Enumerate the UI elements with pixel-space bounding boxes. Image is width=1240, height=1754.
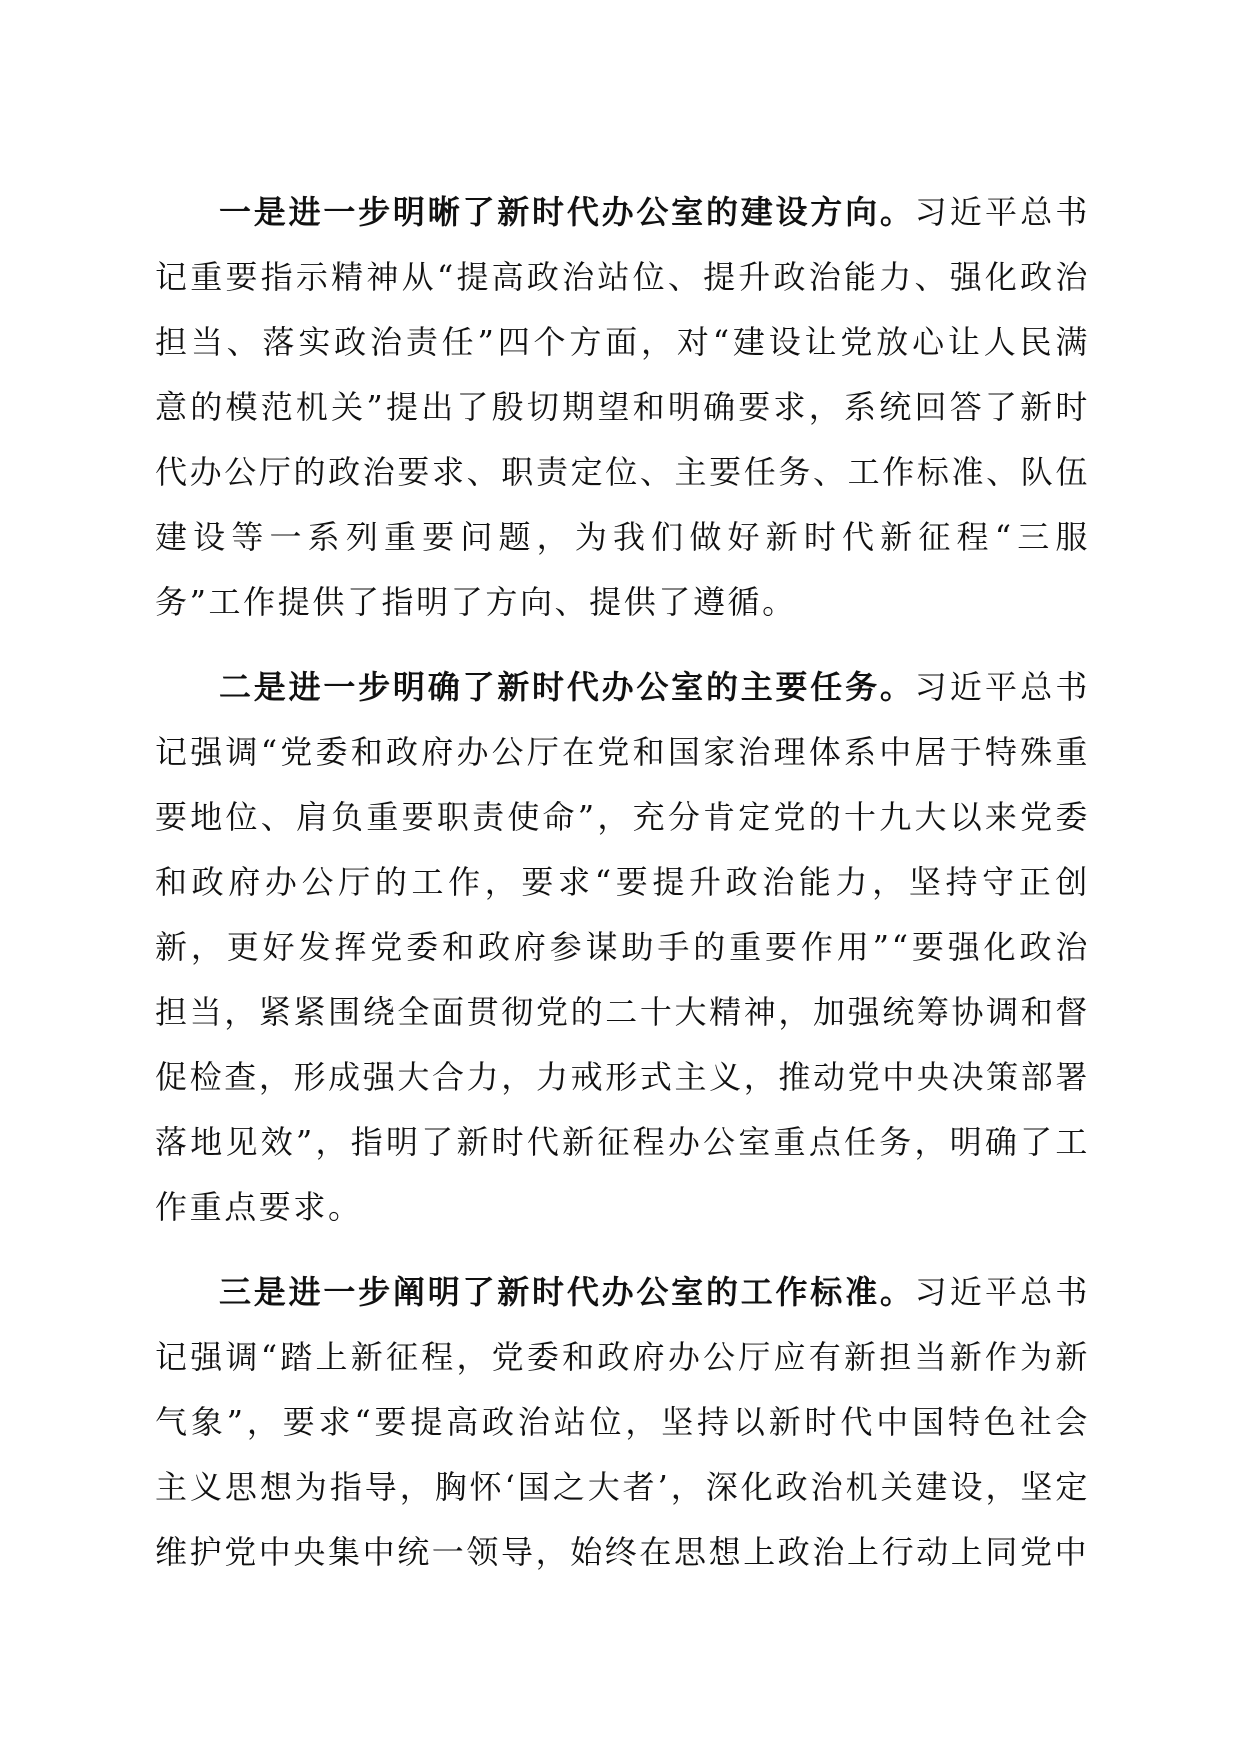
paragraph-1-body: 习近平总书记重要指示精神从“提高政治站位、提升政治能力、强化政治担当、落实政治责任”四个方面，对“建设让党放心让人民满意的模范机关”提出了殷切期望和明确要求，系统回答了新时代办公厅的政治要求、职责定位、主要任务、工作标准、队伍建设等一系列重要问题，为我们做好新时代新征程“三服务”工作提供了指明了方向、提供了遵循。 (155, 193, 1090, 621)
paragraph-3-lead: 三是进一步阐明了新时代办公室的工作标准。 (219, 1273, 915, 1311)
paragraph-1-lead: 一是进一步明晰了新时代办公室的建设方向。 (219, 193, 915, 231)
paragraph-2-body: 习近平总书记强调“党委和政府办公厅在党和国家治理体系中居于特殊重要地位、肩负重要职责使命”，充分肯定党的十九大以来党委和政府办公厅的工作，要求“要提升政治能力，坚持守正创新，更好发挥党委和政府参谋助手的重要作用”“要强化政治担当，紧紧围绕全面贯彻党的二十大精神，加强统筹协调和督促检查，形成强大合力，力戒形式主义，推动党中央决策部署落地见效”，指明了新时代新征程办公室重点任务，明确了工作重点要求。 (155, 668, 1090, 1226)
document-body (155, 180, 1090, 1605)
paragraph-2 (155, 655, 1090, 1240)
paragraph-3 (155, 1260, 1090, 1585)
paragraph-2-lead: 二是进一步明确了新时代办公室的主要任务。 (219, 668, 915, 706)
paragraph-3-body: 习近平总书记强调“踏上新征程，党委和政府办公厅应有新担当新作为新气象”，要求“要提高政治站位，坚持以新时代中国特色社会主义思想为指导，胸怀‘国之大者’，深化政治机关建设，坚定维护党中央集中统一领导，始终在思想上政治上行动上同党中 (155, 1273, 1090, 1571)
paragraph-1 (155, 180, 1090, 635)
